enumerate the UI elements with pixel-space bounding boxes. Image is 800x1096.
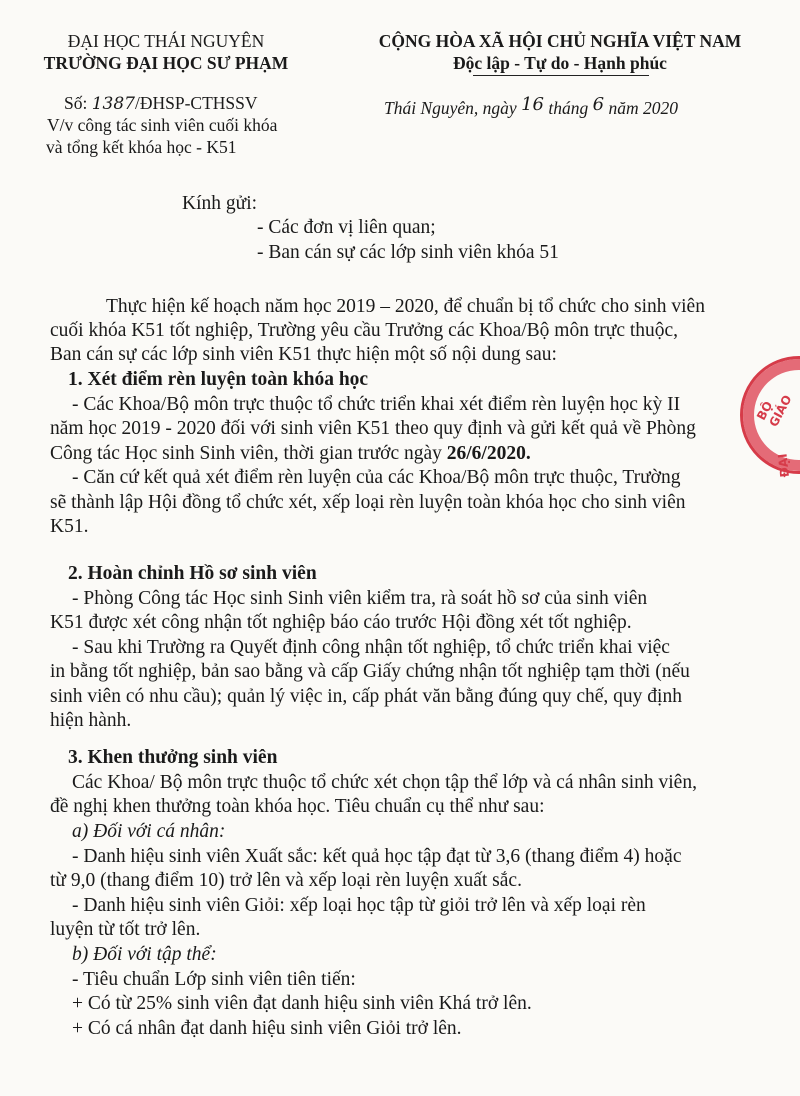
section-3-text: + Có từ 25% sinh viên đạt danh hiệu sinh viên Khá trở lên. <box>72 993 532 1014</box>
section-2-text: in bằng tốt nghiệp, bản sao bằng và cấp Giấy chứng nhận tốt nghiệp tạm thời (nếu <box>50 661 690 682</box>
section-1-text: K51. <box>50 516 89 537</box>
date-day-handwritten: 16 <box>521 94 544 115</box>
date-prefix: Thái Nguyên, ngày <box>384 98 522 118</box>
subject-line-1: V/v công tác sinh viên cuối khóa <box>47 115 278 135</box>
section-3-text: từ 9,0 (thang điểm 10) trở lên và xếp loại rèn luyện xuất sắc. <box>50 870 522 891</box>
section-3-text: luyện từ tốt trở lên. <box>50 919 201 940</box>
section-3-subheading-b: b) Đối với tập thể: <box>72 944 217 965</box>
section-3-text: + Có cá nhân đạt danh hiệu sinh viên Giỏi trở lên. <box>72 1018 462 1039</box>
section-3-text: - Danh hiệu sinh viên Xuất sắc: kết quả học tập đạt từ 3,6 (thang điểm 4) hoặc <box>72 846 682 867</box>
intro-line: Thực hiện kế hoạch năm học 2019 – 2020, để chuẩn bị tổ chức cho sinh viên <box>106 296 705 317</box>
section-3-text: - Danh hiệu sinh viên Giỏi: xếp loại học tập từ giỏi trở lên và xếp loại rèn <box>72 895 646 916</box>
section-2-text: K51 được xét công nhận tốt nghiệp báo cáo trước Hội đồng xét tốt nghiệp. <box>50 612 632 633</box>
seal-text-side: ĐẠI <box>775 452 792 478</box>
doc-number-prefix: Số: <box>64 93 92 113</box>
section-3-text: - Tiêu chuẩn Lớp sinh viên tiên tiến: <box>72 969 356 990</box>
date-month-label: tháng <box>543 98 593 118</box>
recipient-item: - Ban cán sự các lớp sinh viên khóa 51 <box>257 242 559 263</box>
subject-line-2: và tổng kết khóa học - K51 <box>46 137 237 157</box>
recipient-greeting: Kính gửi: <box>182 193 258 214</box>
section-3-text: Các Khoa/ Bộ môn trực thuộc tổ chức xét chọn tập thể lớp và cá nhân sinh viên, <box>72 772 697 793</box>
issuer-parent: ĐẠI HỌC THÁI NGUYÊN <box>67 31 265 51</box>
section-2-text: - Phòng Công tác Học sinh Sinh viên kiểm tra, rà soát hồ sơ của sinh viên <box>72 588 648 609</box>
section-3-text: đề nghị khen thưởng toàn khóa học. Tiêu chuẩn cụ thể như sau: <box>50 796 545 817</box>
section-1-deadline: 26/6/2020. <box>446 443 531 464</box>
intro-line: cuối khóa K51 tốt nghiệp, Trường yêu cầu Trưởng các Khoa/Bộ môn trực thuộc, <box>50 320 679 341</box>
date-month-handwritten: 6 <box>592 94 605 115</box>
section-3-subheading-a: a) Đối với cá nhân: <box>72 821 226 842</box>
motto-underline <box>473 75 649 76</box>
section-2-text: sinh viên có nhu cầu); quản lý việc in, cấp phát văn bằng đúng quy chế, quy định <box>50 686 682 707</box>
doc-number-handwritten: 1387 <box>91 94 135 114</box>
seal-text-top: BỘ GIÁO <box>754 392 795 430</box>
section-1-text: năm học 2019 - 2020 đối với sinh viên K51 theo quy định và gửi kết quả về Phòng <box>50 418 696 439</box>
section-2-text: - Sau khi Trường ra Quyết định công nhận tốt nghiệp, tổ chức triển khai việc <box>72 637 670 658</box>
national-title: CỘNG HÒA XÃ HỘI CHỦ NGHĨA VIỆT NAM <box>378 31 742 51</box>
section-1-deadline-prefix: Công tác Học sinh Sinh viên, thời gian trước ngày <box>50 443 447 464</box>
doc-number-suffix: /ĐHSP-CTHSSV <box>135 93 258 113</box>
date-year: năm 2020 <box>604 98 678 118</box>
section-1-heading: 1. Xét điểm rèn luyện toàn khóa học <box>68 369 369 390</box>
issue-date <box>384 94 678 120</box>
section-1-text: sẽ thành lập Hội đồng tổ chức xét, xếp loại rèn luyện toàn khóa học cho sinh viên <box>50 492 686 513</box>
section-1-text: - Căn cứ kết quả xét điểm rèn luyện của các Khoa/Bộ môn trực thuộc, Trường <box>72 467 681 488</box>
issuer-name: TRƯỜNG ĐẠI HỌC SƯ PHẠM <box>43 53 289 73</box>
section-2-heading: 2. Hoàn chỉnh Hồ sơ sinh viên <box>68 563 317 584</box>
section-1-text: - Các Khoa/Bộ môn trực thuộc tổ chức triển khai xét điểm rèn luyện học kỳ II <box>72 394 681 415</box>
document-number <box>64 92 258 116</box>
national-motto: Độc lập - Tự do - Hạnh phúc <box>453 53 667 73</box>
intro-line: Ban cán sự các lớp sinh viên K51 thực hiện một số nội dung sau: <box>50 344 557 365</box>
section-1-text <box>50 442 531 465</box>
section-3-heading: 3. Khen thưởng sinh viên <box>68 747 278 768</box>
section-2-text: hiện hành. <box>50 710 132 731</box>
recipient-item: - Các đơn vị liên quan; <box>257 217 436 238</box>
